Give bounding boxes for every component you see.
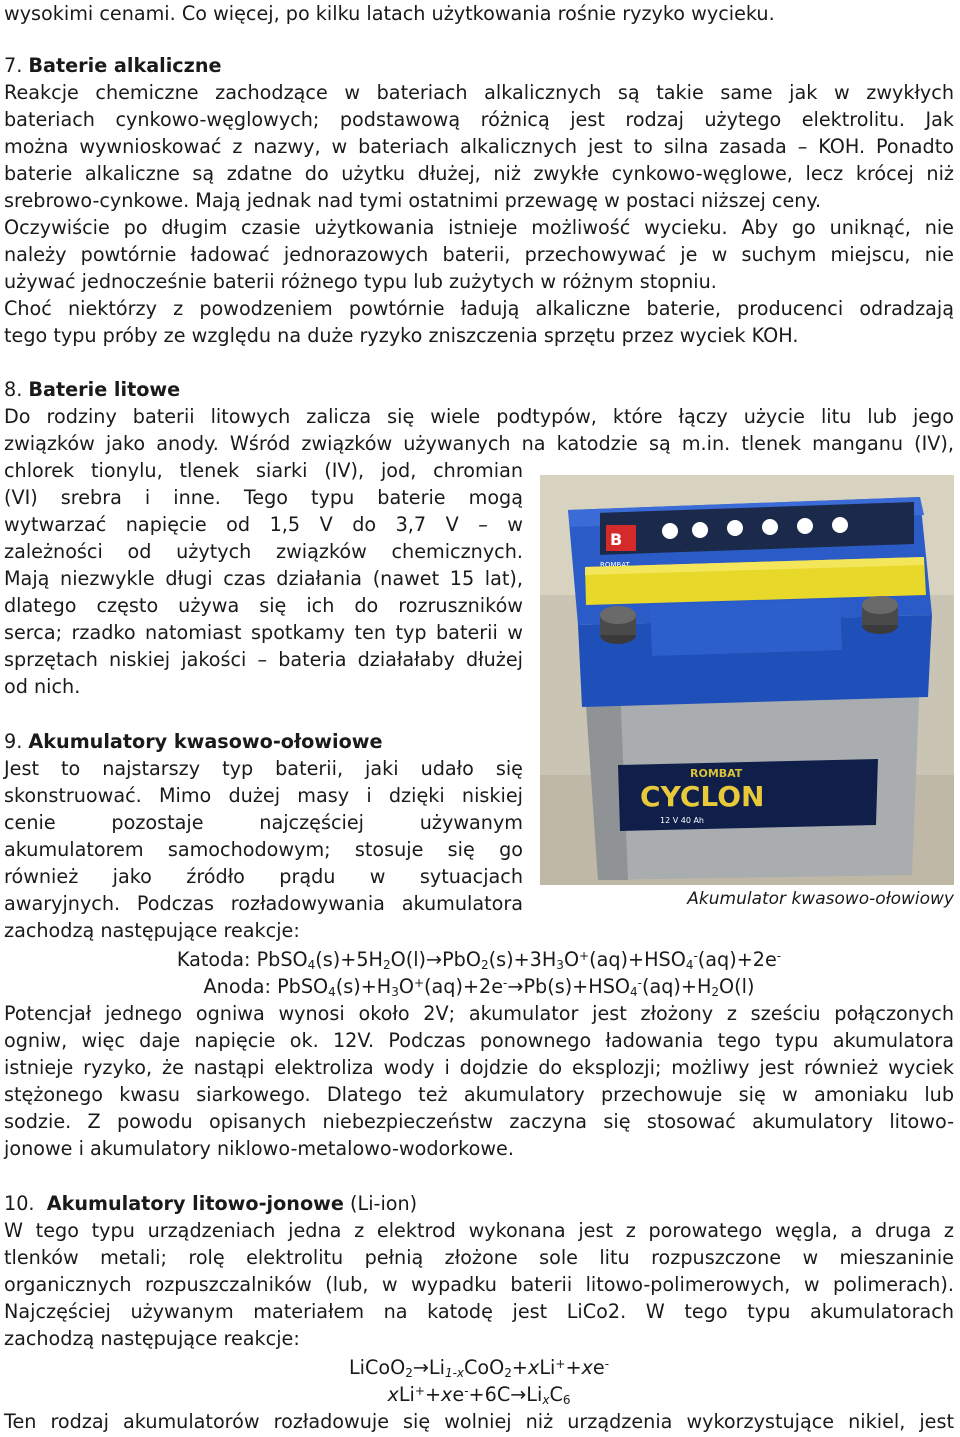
paragraph-line: Reakcje chemiczne zachodzące w bateriach alkalicznych są takie same jak w zwykłych <box>4 81 954 104</box>
paragraph-line: związków jako anody. Wśród związków używanych na katodzie są m.in. tlenek manganu (IV), <box>4 432 954 455</box>
section-7-heading <box>4 52 954 79</box>
paragraph-line: Choć niektórzy z powodzeniem powtórnie ładują alkaliczne baterie, producenci odradzają <box>4 297 954 320</box>
paragraph-line: należy powtórnie ładować jednorazowych baterii, przechowywać je w suchym miejscu, nie <box>4 243 954 266</box>
section-title-suffix: (Li-ion) <box>350 1192 418 1215</box>
section-number: 7. <box>4 54 23 77</box>
paragraph-line: Ten rodzaj akumulatorów rozładowuje się wolniej niż urządzenia wykorzystujące nikiel, jest <box>4 1410 954 1433</box>
paragraph-line: Mają niezwykle długi czas działania (nawet 15 lat), <box>4 567 523 590</box>
paragraph-line: (VI) srebra i inne. Tego typu baterie mogą <box>4 486 523 509</box>
battery-illustration <box>540 475 954 885</box>
paragraph-line: ogniw, więc daje napięcie ok. 12V. Podczas ponownego ładowania tego typu akumulatora <box>4 1029 954 1052</box>
paragraph-line: stężonego kwasu siarkowego. Dlatego też akumulatory przechowuje się w amoniaku lub <box>4 1083 954 1106</box>
paragraph-line: Najczęściej używanym materiałem na katodę jest LiCo2. W tego typu akumulatorach <box>4 1300 954 1323</box>
intro-line: wysokimi cenami. Co więcej, po kilku latach użytkowania rośnie ryzyko wycieku. <box>4 2 775 25</box>
section-10-heading <box>4 1190 954 1217</box>
battery-rating-text: 12 V 40 Ah <box>660 816 705 825</box>
section-8-heading <box>4 376 954 403</box>
paragraph-line: sprzętach niskiej jakości – bateria działałaby dłużej <box>4 648 523 671</box>
equation-anode: Anoda: $PbSO_4(s)+H_3O^+(aq)+2e^-\to Pb(s)+HSO_4^-(aq)+H_2O(l)$ <box>203 975 755 999</box>
paragraph-line: Potencjał jednego ogniwa wynosi około 2V; akumulator jest złożony z sześciu połączonych <box>4 1002 954 1025</box>
paragraph-line: akumulatorem samochodowym; stosuje się go <box>4 838 523 861</box>
paragraph-line: wytwarzać napięcie od 1,5 V do 3,7 V – w <box>4 513 523 536</box>
paragraph-line: od nich. <box>4 675 81 698</box>
brand-big-text: CYCLON <box>640 780 765 813</box>
paragraph-line: chlorek tionylu, tlenek siarki (IV), jod, chromian <box>4 459 523 482</box>
brand-small-text: ROMBAT <box>690 767 743 780</box>
paragraph-line: dlatego często używa się ich do rozruszników <box>4 594 523 617</box>
paragraph-line: skonstruować. Mimo dużej masy i dzięki niskiej <box>4 784 523 807</box>
paragraph-line: organicznych rozpuszczalników (lub, w wypadku baterii litowo-polimerowych, w polimerach). <box>4 1273 954 1296</box>
photo-caption: Akumulator kwasowo-ołowiowy <box>687 889 954 909</box>
paragraph-line: używać jednocześnie baterii różnego typu lub zużytych w różnym stopniu. <box>4 270 717 293</box>
section-title: Akumulatory litowo-jonowe <box>46 1192 344 1215</box>
paragraph-line: cenie pozostaje najczęściej używanym <box>4 811 523 834</box>
equation-li-1: $LiCoO_2\to Li_{1-x}CoO_2+xLi^++xe^-$ <box>348 1356 610 1380</box>
paragraph-line: jonowe i akumulatory niklowo-metalowo-wodorkowe. <box>4 1137 514 1160</box>
svg-text:B: B <box>610 530 623 549</box>
equation-cathode: Katoda: $PbSO_4(s)+5H_2O(l)\to PbO_2(s)+3H_3O^+(aq)+HSO_4^-(aq)+2e^-$ <box>176 948 782 972</box>
section-title: Akumulatory kwasowo-ołowiowe <box>28 730 383 753</box>
section-number: 8. <box>4 378 23 401</box>
paragraph-line: Oczywiście po długim czasie użytkowania istnieje możliwość wycieku. Aby go uniknąć, nie <box>4 216 954 239</box>
battery-photo <box>540 475 954 885</box>
paragraph-line: tlenków metali; rolę elektrolitu pełnią złożone sole litu rozpuszczone w mieszaninie <box>4 1246 954 1269</box>
paragraph-line: srebrowo-cynkowe. Mają jednak nad tymi ostatnimi przewagę w postaci niższej ceny. <box>4 189 822 212</box>
paragraph-line: sodzie. Z powodu opisanych niebezpieczeństw zaczyna się stosować akumulatory litowo- <box>4 1110 954 1133</box>
paragraph-line: awaryjnych. Podczas rozładowywania akumulatora <box>4 892 523 915</box>
paragraph-line: tego typu próby ze względu na duże ryzyko zniszczenia sprzętu przez wyciek KOH. <box>4 324 799 347</box>
section-number: 9. <box>4 730 23 753</box>
paragraph-line: zależności od użytych związków chemicznych. <box>4 540 523 563</box>
paragraph-line: również jako źródło prądu w sytuacjach <box>4 865 523 888</box>
paragraph-line: baterie alkaliczne są zdatne do użytku dłużej, niż zwykłe cynkowo-węglowe, lecz krócej niż <box>4 162 954 185</box>
paragraph-line: W tego typu urządzeniach jedna z elektrod wykonana jest z porowatego węgla, a druga z <box>4 1219 954 1242</box>
paragraph-line: zachodzą następujące reakcje: <box>4 919 300 942</box>
paragraph-line: Do rodziny baterii litowych zalicza się wiele podtypów, które łączy użycie litu lub jego <box>4 405 954 428</box>
section-number: 10. <box>4 1192 35 1215</box>
paragraph-line: bateriach cynkowo-węglowych; podstawową różnicą jest rodzaj użytego elektrolitu. Jak <box>4 108 954 131</box>
lid-logo-text: ROMBAT <box>600 561 630 569</box>
paragraph-line: Jest to najstarszy typ baterii, jaki udało się <box>4 757 523 780</box>
section-title: Baterie litowe <box>28 378 181 401</box>
equation-li-2: $xLi^++xe^-+6C\to Li_xC_6$ <box>387 1383 571 1407</box>
section-title: Baterie alkaliczne <box>28 54 222 77</box>
paragraph-line: można wywnioskować z nazwy, w bateriach alkalicznych jest to silna zasada – KOH. Ponadto <box>4 135 954 158</box>
paragraph-line: zachodzą następujące reakcje: <box>4 1327 300 1350</box>
paragraph-line: serca; rzadko natomiast spotkamy ten typ baterii w <box>4 621 523 644</box>
paragraph-line: istnieje ryzyko, że nastąpi elektroliza wody i dojdzie do eksplozji; możliwy jest również wyciek <box>4 1056 954 1079</box>
